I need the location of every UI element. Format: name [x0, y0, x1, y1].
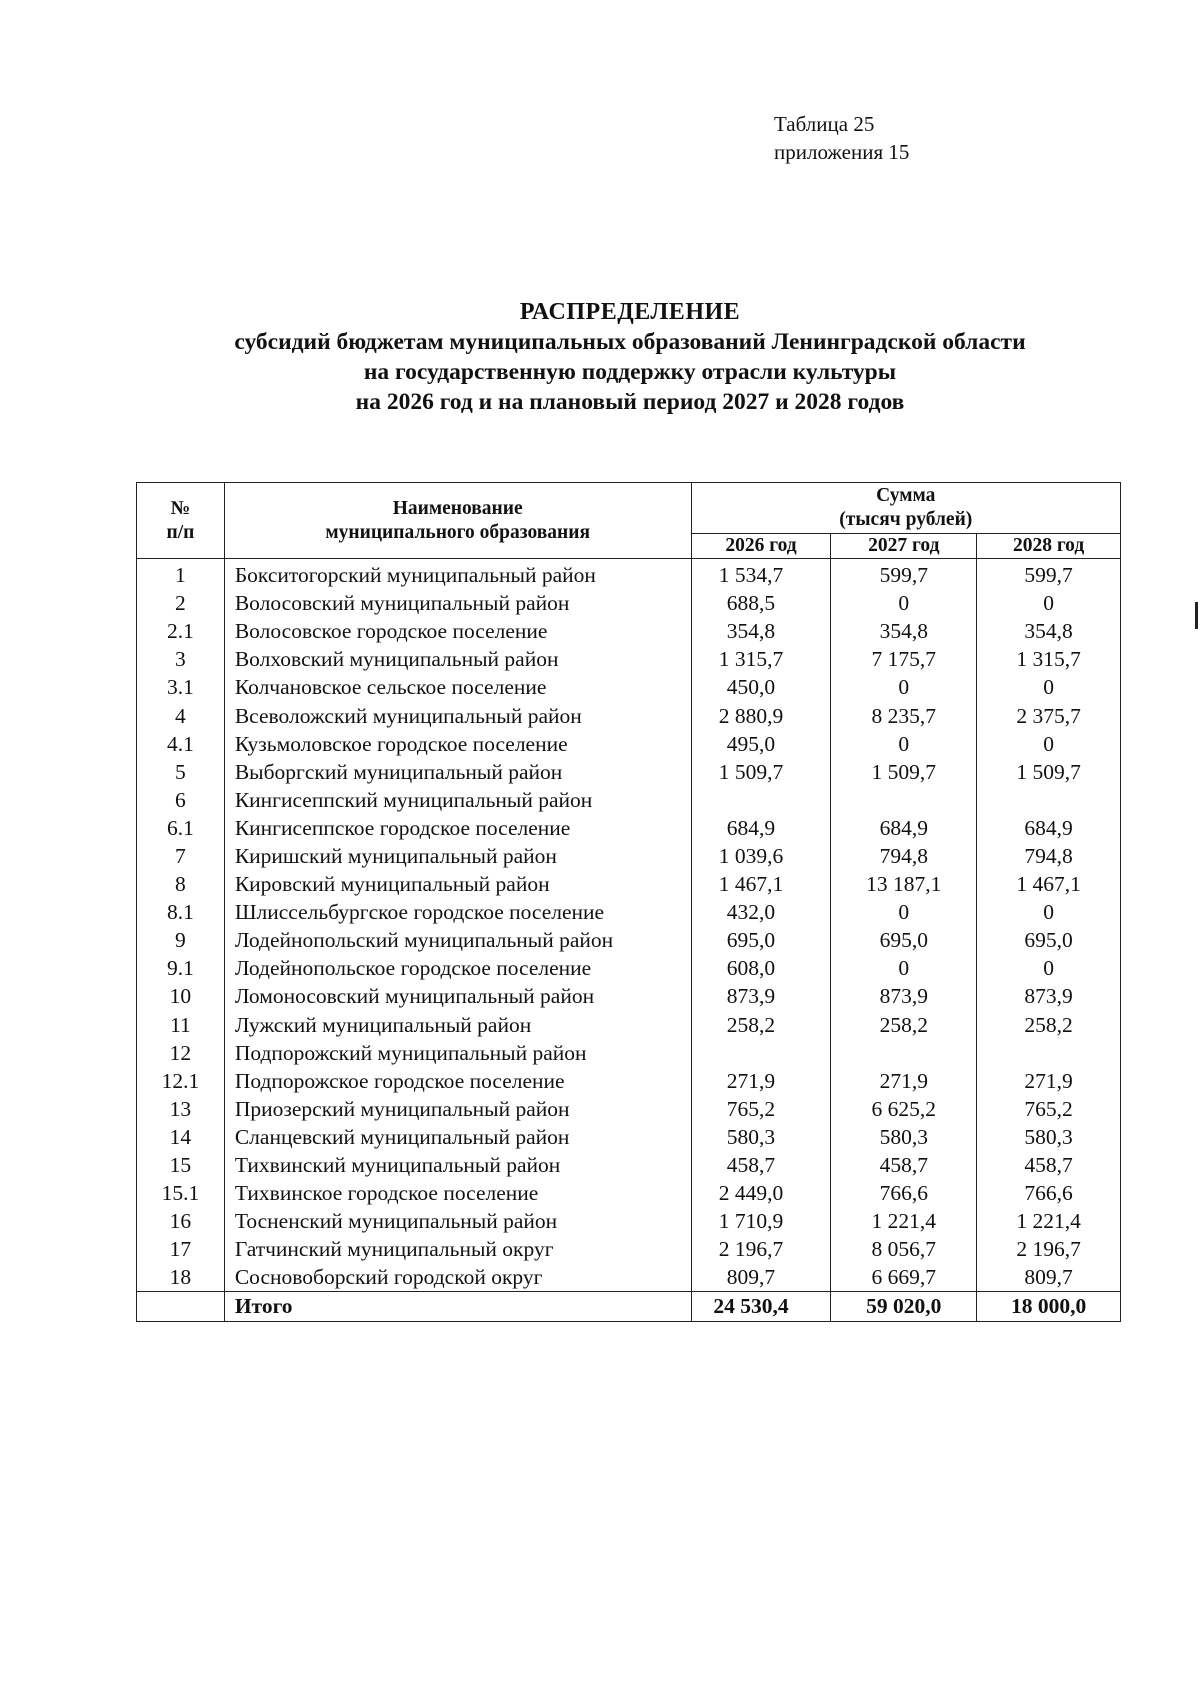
row-value-2026: 1 534,7 — [691, 559, 831, 590]
row-name: Кингисеппский муниципальный район — [224, 786, 691, 814]
row-value-2028: 695,0 — [977, 926, 1121, 954]
row-value-2027: 13 187,1 — [831, 870, 977, 898]
row-number: 18 — [137, 1263, 225, 1292]
row-name: Всеволожский муниципальный район — [224, 701, 691, 729]
header-number: № п/п — [137, 483, 225, 559]
row-name: Киришский муниципальный район — [224, 842, 691, 870]
row-value-2027: 6 669,7 — [831, 1263, 977, 1292]
row-number: 9 — [137, 926, 225, 954]
row-number: 2 — [137, 589, 225, 617]
row-value-2026: 450,0 — [691, 673, 831, 701]
row-name: Лодейнопольское городское поселение — [224, 954, 691, 982]
row-value-2026 — [691, 786, 831, 814]
document-heading — [0, 297, 1200, 417]
total-2026: 24 530,4 — [691, 1292, 831, 1321]
table-row — [137, 926, 1121, 954]
total-row — [137, 1292, 1121, 1321]
row-value-2027: 271,9 — [831, 1067, 977, 1095]
row-value-2026: 1 315,7 — [691, 645, 831, 673]
row-value-2026: 2 449,0 — [691, 1179, 831, 1207]
row-number: 13 — [137, 1095, 225, 1123]
row-value-2027: 766,6 — [831, 1179, 977, 1207]
row-value-2028: 458,7 — [977, 1151, 1121, 1179]
row-value-2028: 765,2 — [977, 1095, 1121, 1123]
table-row — [137, 1151, 1121, 1179]
table-row — [137, 954, 1121, 982]
row-value-2027: 0 — [831, 898, 977, 926]
row-number: 11 — [137, 1011, 225, 1039]
row-value-2028: 2 375,7 — [977, 701, 1121, 729]
subtitle-line-1: субсидий бюджетам муниципальных образований Ленинградской области — [234, 329, 1026, 355]
table-row — [137, 1123, 1121, 1151]
table-row — [137, 701, 1121, 729]
row-value-2027: 0 — [831, 730, 977, 758]
row-value-2026: 458,7 — [691, 1151, 831, 1179]
row-value-2028: 580,3 — [977, 1123, 1121, 1151]
table-header — [137, 483, 1121, 559]
scan-edge-mark — [1195, 602, 1198, 629]
appendix-number: приложения 15 — [774, 140, 910, 164]
row-number: 17 — [137, 1235, 225, 1263]
row-name: Тосненский муниципальный район — [224, 1207, 691, 1235]
table-body — [137, 559, 1121, 1322]
header-name: Наименование муниципального образования — [224, 483, 691, 559]
header-year-2026: 2026 год — [691, 534, 831, 559]
table-number: Таблица 25 — [774, 112, 875, 136]
row-value-2026: 809,7 — [691, 1263, 831, 1292]
row-value-2026: 495,0 — [691, 730, 831, 758]
row-name: Лужский муниципальный район — [224, 1011, 691, 1039]
table-row — [137, 730, 1121, 758]
row-name: Кировский муниципальный район — [224, 870, 691, 898]
row-value-2027: 580,3 — [831, 1123, 977, 1151]
row-number: 6.1 — [137, 814, 225, 842]
row-name: Шлиссельбургское городское поселение — [224, 898, 691, 926]
row-value-2028: 0 — [977, 954, 1121, 982]
row-value-2026 — [691, 1039, 831, 1067]
row-name: Тихвинский муниципальный район — [224, 1151, 691, 1179]
row-name: Волховский муниципальный район — [224, 645, 691, 673]
row-value-2027: 8 235,7 — [831, 701, 977, 729]
distribution-table — [136, 482, 1121, 1322]
table-row — [137, 617, 1121, 645]
row-value-2027 — [831, 786, 977, 814]
row-value-2028: 2 196,7 — [977, 1235, 1121, 1263]
row-value-2026: 2 880,9 — [691, 701, 831, 729]
row-name: Бокситогорский муниципальный район — [224, 559, 691, 590]
row-value-2027: 0 — [831, 673, 977, 701]
row-number: 8 — [137, 870, 225, 898]
table-row — [137, 758, 1121, 786]
table-row — [137, 645, 1121, 673]
total-2028: 18 000,0 — [977, 1292, 1121, 1321]
row-value-2028: 0 — [977, 673, 1121, 701]
row-value-2028: 1 467,1 — [977, 870, 1121, 898]
row-number: 9.1 — [137, 954, 225, 982]
total-number — [137, 1292, 225, 1321]
table-row — [137, 982, 1121, 1010]
row-value-2026: 608,0 — [691, 954, 831, 982]
row-value-2026: 873,9 — [691, 982, 831, 1010]
table-row — [137, 898, 1121, 926]
row-number: 3.1 — [137, 673, 225, 701]
row-value-2027: 0 — [831, 589, 977, 617]
row-name: Сланцевский муниципальный район — [224, 1123, 691, 1151]
subtitle-line-2: на государственную поддержку отрасли культуры — [363, 359, 897, 385]
row-value-2026: 1 467,1 — [691, 870, 831, 898]
row-value-2027 — [831, 1039, 977, 1067]
table-row — [137, 786, 1121, 814]
row-value-2026: 695,0 — [691, 926, 831, 954]
row-value-2027: 794,8 — [831, 842, 977, 870]
row-number: 7 — [137, 842, 225, 870]
row-value-2027: 7 175,7 — [831, 645, 977, 673]
row-value-2026: 688,5 — [691, 589, 831, 617]
subtitle-line-3: на 2026 год и на плановый период 2027 и 2028 годов — [355, 389, 905, 415]
row-number: 12 — [137, 1039, 225, 1067]
row-value-2026: 2 196,7 — [691, 1235, 831, 1263]
row-number: 2.1 — [137, 617, 225, 645]
page-title: РАСПРЕДЕЛЕНИЕ — [519, 299, 741, 325]
row-name: Кузьмоловское городское поселение — [224, 730, 691, 758]
row-number: 15.1 — [137, 1179, 225, 1207]
row-name: Волосовское городское поселение — [224, 617, 691, 645]
table-row — [137, 1263, 1121, 1292]
row-value-2028: 599,7 — [977, 559, 1121, 590]
row-value-2026: 271,9 — [691, 1067, 831, 1095]
row-name: Подпорожское городское поселение — [224, 1067, 691, 1095]
table-row — [137, 1235, 1121, 1263]
row-value-2027: 0 — [831, 954, 977, 982]
total-label: Итого — [224, 1292, 691, 1321]
table-row — [137, 1095, 1121, 1123]
row-name: Сосновоборский городской округ — [224, 1263, 691, 1292]
row-value-2027: 684,9 — [831, 814, 977, 842]
row-value-2028: 1 315,7 — [977, 645, 1121, 673]
row-value-2026: 1 039,6 — [691, 842, 831, 870]
row-value-2028 — [977, 1039, 1121, 1067]
table-row — [137, 1179, 1121, 1207]
table-row — [137, 870, 1121, 898]
row-name: Кингисеппское городское поселение — [224, 814, 691, 842]
row-value-2027: 1 221,4 — [831, 1207, 977, 1235]
row-value-2028: 0 — [977, 898, 1121, 926]
row-value-2027: 258,2 — [831, 1011, 977, 1039]
header-year-2028: 2028 год — [977, 534, 1121, 559]
row-value-2028 — [977, 786, 1121, 814]
row-value-2026: 765,2 — [691, 1095, 831, 1123]
row-number: 4 — [137, 701, 225, 729]
row-name: Колчановское сельское поселение — [224, 673, 691, 701]
row-number: 5 — [137, 758, 225, 786]
row-number: 1 — [137, 559, 225, 590]
row-value-2026: 684,9 — [691, 814, 831, 842]
table-reference — [774, 110, 909, 166]
row-value-2028: 684,9 — [977, 814, 1121, 842]
row-name: Лодейнопольский муниципальный район — [224, 926, 691, 954]
row-number: 4.1 — [137, 730, 225, 758]
row-value-2027: 695,0 — [831, 926, 977, 954]
row-value-2027: 873,9 — [831, 982, 977, 1010]
row-number: 10 — [137, 982, 225, 1010]
row-value-2026: 354,8 — [691, 617, 831, 645]
table-row — [137, 1207, 1121, 1235]
table-row — [137, 589, 1121, 617]
table-row — [137, 842, 1121, 870]
row-value-2026: 580,3 — [691, 1123, 831, 1151]
row-number: 6 — [137, 786, 225, 814]
row-value-2027: 6 625,2 — [831, 1095, 977, 1123]
row-value-2027: 1 509,7 — [831, 758, 977, 786]
row-value-2028: 1 509,7 — [977, 758, 1121, 786]
row-value-2026: 1 710,9 — [691, 1207, 831, 1235]
row-value-2028: 766,6 — [977, 1179, 1121, 1207]
row-value-2027: 8 056,7 — [831, 1235, 977, 1263]
row-value-2028: 1 221,4 — [977, 1207, 1121, 1235]
row-number: 3 — [137, 645, 225, 673]
row-value-2027: 599,7 — [831, 559, 977, 590]
row-number: 16 — [137, 1207, 225, 1235]
row-name: Ломоносовский муниципальный район — [224, 982, 691, 1010]
table-row — [137, 1011, 1121, 1039]
table-row — [137, 673, 1121, 701]
row-number: 12.1 — [137, 1067, 225, 1095]
row-value-2026: 258,2 — [691, 1011, 831, 1039]
row-number: 14 — [137, 1123, 225, 1151]
row-value-2027: 354,8 — [831, 617, 977, 645]
row-name: Гатчинский муниципальный округ — [224, 1235, 691, 1263]
row-value-2028: 258,2 — [977, 1011, 1121, 1039]
row-value-2028: 0 — [977, 730, 1121, 758]
row-value-2026: 1 509,7 — [691, 758, 831, 786]
row-name: Подпорожский муниципальный район — [224, 1039, 691, 1067]
row-number: 15 — [137, 1151, 225, 1179]
row-name: Выборгский муниципальный район — [224, 758, 691, 786]
row-value-2028: 794,8 — [977, 842, 1121, 870]
table-row — [137, 1039, 1121, 1067]
table-row — [137, 1067, 1121, 1095]
row-value-2026: 432,0 — [691, 898, 831, 926]
row-value-2028: 354,8 — [977, 617, 1121, 645]
row-value-2028: 0 — [977, 589, 1121, 617]
row-value-2028: 271,9 — [977, 1067, 1121, 1095]
row-name: Волосовский муниципальный район — [224, 589, 691, 617]
row-value-2027: 458,7 — [831, 1151, 977, 1179]
header-year-2027: 2027 год — [831, 534, 977, 559]
header-sum: Сумма (тысяч рублей) — [691, 483, 1120, 534]
table-row — [137, 559, 1121, 590]
row-number: 8.1 — [137, 898, 225, 926]
row-name: Приозерский муниципальный район — [224, 1095, 691, 1123]
table-row — [137, 814, 1121, 842]
row-value-2028: 809,7 — [977, 1263, 1121, 1292]
row-value-2028: 873,9 — [977, 982, 1121, 1010]
row-name: Тихвинское городское поселение — [224, 1179, 691, 1207]
total-2027: 59 020,0 — [831, 1292, 977, 1321]
